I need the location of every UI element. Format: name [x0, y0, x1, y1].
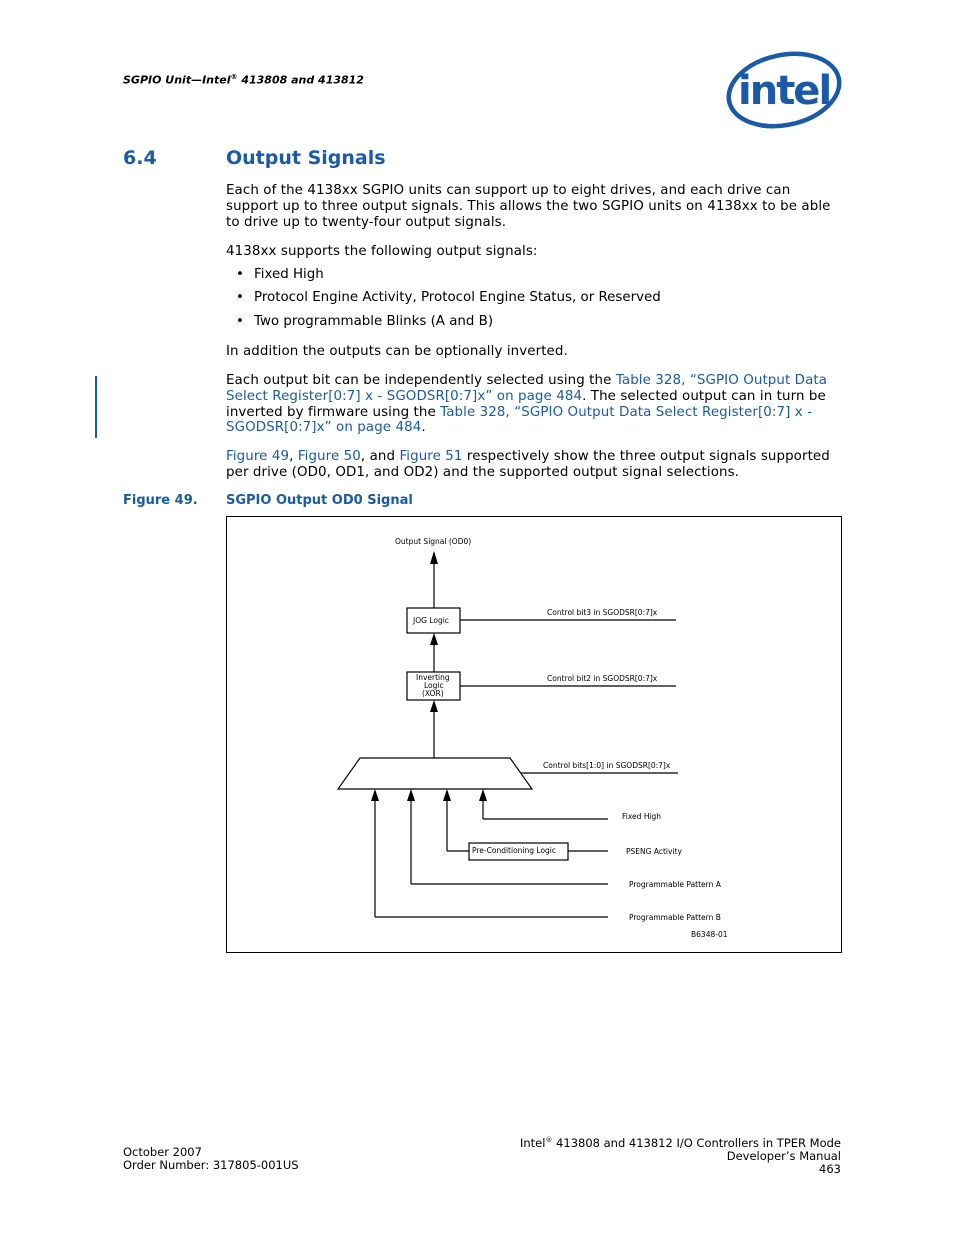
bullet-dot: • [236, 267, 244, 282]
running-header [123, 73, 364, 87]
page-number: 463 [819, 1161, 841, 1176]
logo-wordmark: intel [738, 68, 831, 114]
mux-trapezoid [338, 758, 532, 789]
figure-label: Figure 49. [123, 493, 198, 508]
table-328-link-2[interactable]: Table 328, “SGPIO Output Data Select Register[0:7] x - SGODSR[0:7]x” on page 484 [226, 404, 813, 436]
bullet-text: Protocol Engine Activity, Protocol Engine Status, or Reserved [254, 290, 661, 305]
paragraph-output-bit [226, 373, 841, 436]
footer-manual: Developer’s Manual [726, 1148, 841, 1163]
intel-logo [724, 48, 844, 132]
header-registered-mark: ® [230, 73, 238, 81]
pattern-a-label: Programmable Pattern A [629, 880, 721, 889]
paragraph-figures [226, 449, 841, 481]
pseng-label: PSENG Activity [626, 847, 682, 856]
output-signal-label: Output Signal (OD0) [395, 537, 472, 546]
paragraph-supports: 4138xx supports the following output signals: [226, 244, 538, 259]
footer-title [520, 1134, 841, 1150]
ctrl2-label: Control bit2 in SGODSR[0:7]x [547, 674, 658, 683]
bullet-dot: • [236, 290, 244, 305]
section-number: 6.4 [123, 147, 157, 169]
paragraph-inverted: In addition the outputs can be optionally inverted. [226, 344, 568, 359]
figure-title: SGPIO Output OD0 Signal [226, 493, 413, 508]
inverting-label-1: Inverting [416, 673, 450, 682]
text-run: , [289, 449, 298, 464]
footer-registered-mark: ® [545, 1136, 553, 1144]
text-run: , and [360, 449, 400, 464]
section-title: Output Signals [226, 147, 386, 169]
ctrl10-label: Control bits[1:0] in SGODSR[0:7]x [543, 761, 671, 770]
header-text: SGPIO Unit—Intel [123, 73, 231, 87]
figure-50-link[interactable]: Figure 50 [297, 449, 361, 464]
footer-right [520, 1134, 841, 1176]
text-run: Each output bit can be independently selected using the [226, 373, 616, 388]
pattern-b-label: Programmable Pattern B [629, 913, 721, 922]
figure-id-label: B6348-01 [691, 930, 728, 939]
footer-left [123, 1146, 299, 1172]
figure-diagram [226, 516, 842, 953]
text-run: . [421, 420, 426, 436]
diagram-svg [227, 517, 841, 952]
footer-title-suffix: 413808 and 413812 I/O Controllers in TPER Mode [552, 1135, 841, 1150]
bullet-dot: • [236, 314, 244, 329]
table-328-link[interactable]: Table 328, “SGPIO Output Data Select Register[0:7] x - SGODSR[0:7]x” on page 484 [226, 373, 828, 404]
bullet-text: Two programmable Blinks (A and B) [254, 314, 494, 329]
figure-51-link[interactable]: Figure 51 [399, 449, 463, 464]
footer-date: October 2007 [123, 1145, 202, 1159]
change-bar [95, 376, 97, 438]
bullet-text: Fixed High [254, 267, 324, 282]
preconditioning-label: Pre-Conditioning Logic [472, 846, 557, 855]
ctrl3-label: Control bit3 in SGODSR[0:7]x [547, 608, 658, 617]
fixed-high-label: Fixed High [622, 812, 662, 821]
inverting-label-3: (XOR) [422, 689, 444, 698]
inverting-label-2: Logic [424, 681, 444, 690]
footer-title-prefix: Intel [519, 1135, 546, 1150]
text-run: respectively show the three output signals supported per drive (OD0, OD1, and OD2) and the supported output signal selections. [226, 449, 830, 480]
paragraph-intro: Each of the 4138xx SGPIO units can support up to eight drives, and each drive can support up to three output signals. This allows the two SGPIO units on 4138xx to be able to drive up to twenty-four output signals. [226, 183, 831, 230]
text-run: . The selected output can in turn be inverted by firmware using the [226, 388, 826, 420]
jog-logic-label: JOG Logic [413, 616, 449, 625]
footer-order-number: Order Number: 317805-001US [123, 1158, 299, 1172]
figure-49-link[interactable]: Figure 49 [226, 449, 290, 464]
header-text-suffix: 413808 and 413812 [237, 73, 364, 87]
